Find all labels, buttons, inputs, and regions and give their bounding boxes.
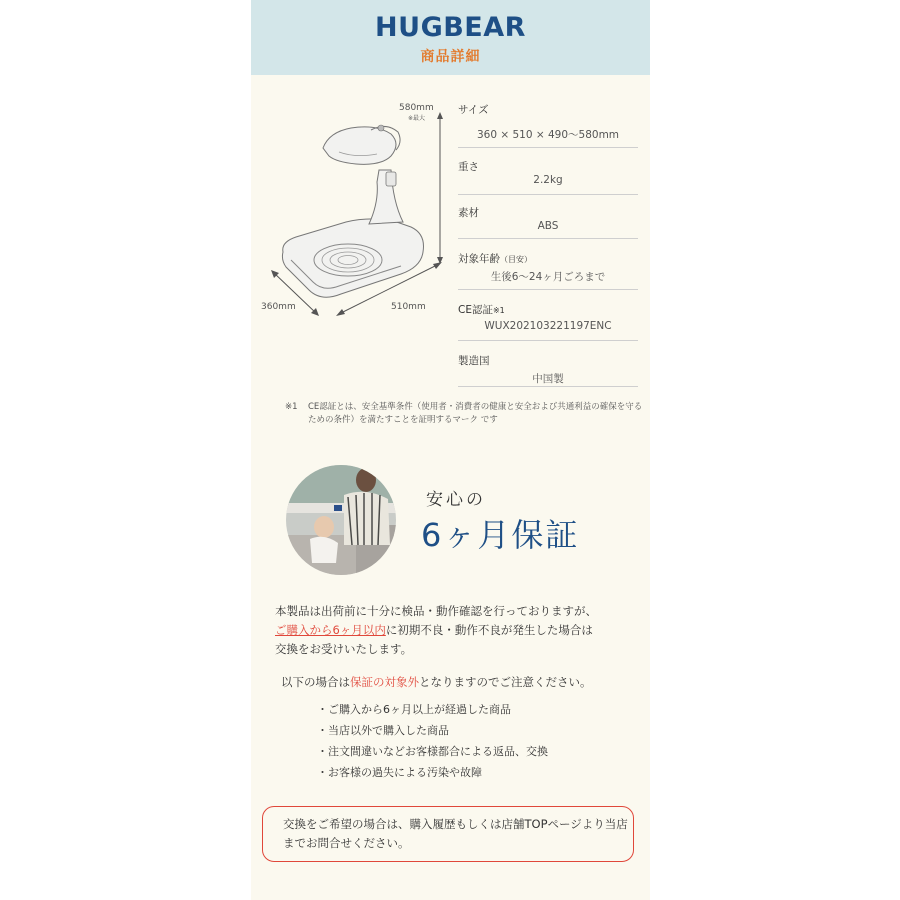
spec-row-age	[458, 239, 638, 290]
spec-label: 重さ	[458, 161, 479, 173]
guarantee-heading-small: 安心の	[426, 490, 486, 510]
spec-label: 製造国	[458, 355, 490, 367]
exceptions-prefix: 以下の場合は	[281, 675, 350, 689]
width-dimension-label: 360mm	[261, 302, 296, 312]
spec-value: 生後6〜24ヶ月ごろまで	[490, 271, 606, 283]
warranty-policy-text	[275, 602, 645, 659]
spec-label: 対象年齢（目安）	[458, 253, 532, 265]
section-subtitle: 商品詳細	[420, 49, 481, 65]
exceptions-highlight: 保証の対象外	[350, 675, 419, 689]
exceptions-suffix: となりますのでご注意ください。	[419, 675, 592, 689]
spec-value: WUX202103221197ENC	[484, 320, 612, 332]
spec-value: 中国製	[532, 373, 564, 385]
spec-label: CE認証※1	[458, 304, 505, 316]
spec-label: 素材	[458, 207, 479, 219]
list-item: ・注文間違いなどお客様都合による返品、交換	[317, 745, 548, 758]
product-dimension-diagram	[251, 92, 456, 322]
spec-row-material	[458, 195, 638, 239]
guarantee-heading-large: 6ヶ月保証	[421, 516, 580, 554]
spec-label: サイズ	[458, 104, 489, 116]
spec-row-size	[458, 98, 638, 148]
exceptions-list	[317, 699, 637, 783]
ce-footnote	[285, 401, 645, 427]
exceptions-intro	[281, 674, 641, 690]
spec-table	[458, 98, 638, 387]
spec-value: ABS	[537, 220, 559, 232]
warranty-period-highlight: ご購入から6ヶ月以内	[275, 623, 386, 637]
brand-logo: HUGBEAR	[375, 12, 526, 43]
exchange-notice-box	[262, 806, 634, 862]
policy-line-3: 交換をお受けいたします。	[275, 642, 413, 656]
policy-line-2	[275, 621, 645, 640]
spec-value: 2.2kg	[533, 174, 563, 186]
policy-line-2-rest: に初期不良・動作不良が発生した場合は	[385, 623, 593, 637]
footnote-text: CE認証とは、安全基準条件（使用者・消費者の健康と安全および共通利益の確保を守るための条件）を満たすことを証明するマーク です	[308, 402, 643, 425]
height-dimension-label: 580mm	[399, 103, 434, 113]
height-max-note: ※最大	[408, 115, 426, 122]
spec-row-ce	[458, 290, 638, 341]
product-detail-panel	[251, 0, 650, 900]
policy-line-1: 本製品は出荷前に十分に検品・動作確認を行っておりますが、	[275, 604, 597, 618]
depth-dimension-label: 510mm	[391, 302, 426, 312]
base-plate	[282, 219, 423, 297]
spec-value: 360 × 510 × 490〜580mm	[476, 129, 620, 141]
list-item: ・ご購入から6ヶ月以上が経過した商品	[317, 703, 511, 716]
spec-row-origin	[458, 341, 638, 387]
header-band	[251, 0, 650, 75]
exchange-notice-text: 交換をご希望の場合は、購入履歴もしくは店舗TOPページより当店までお問合せください。	[283, 817, 628, 850]
spec-row-weight	[458, 148, 638, 195]
list-item: ・当店以外で購入した商品	[317, 724, 449, 737]
list-item: ・お客様の過失による汚染や故障	[317, 766, 482, 779]
guarantee-photo	[286, 465, 396, 575]
seat	[323, 127, 396, 164]
footnote-mark: ※1	[285, 402, 298, 412]
